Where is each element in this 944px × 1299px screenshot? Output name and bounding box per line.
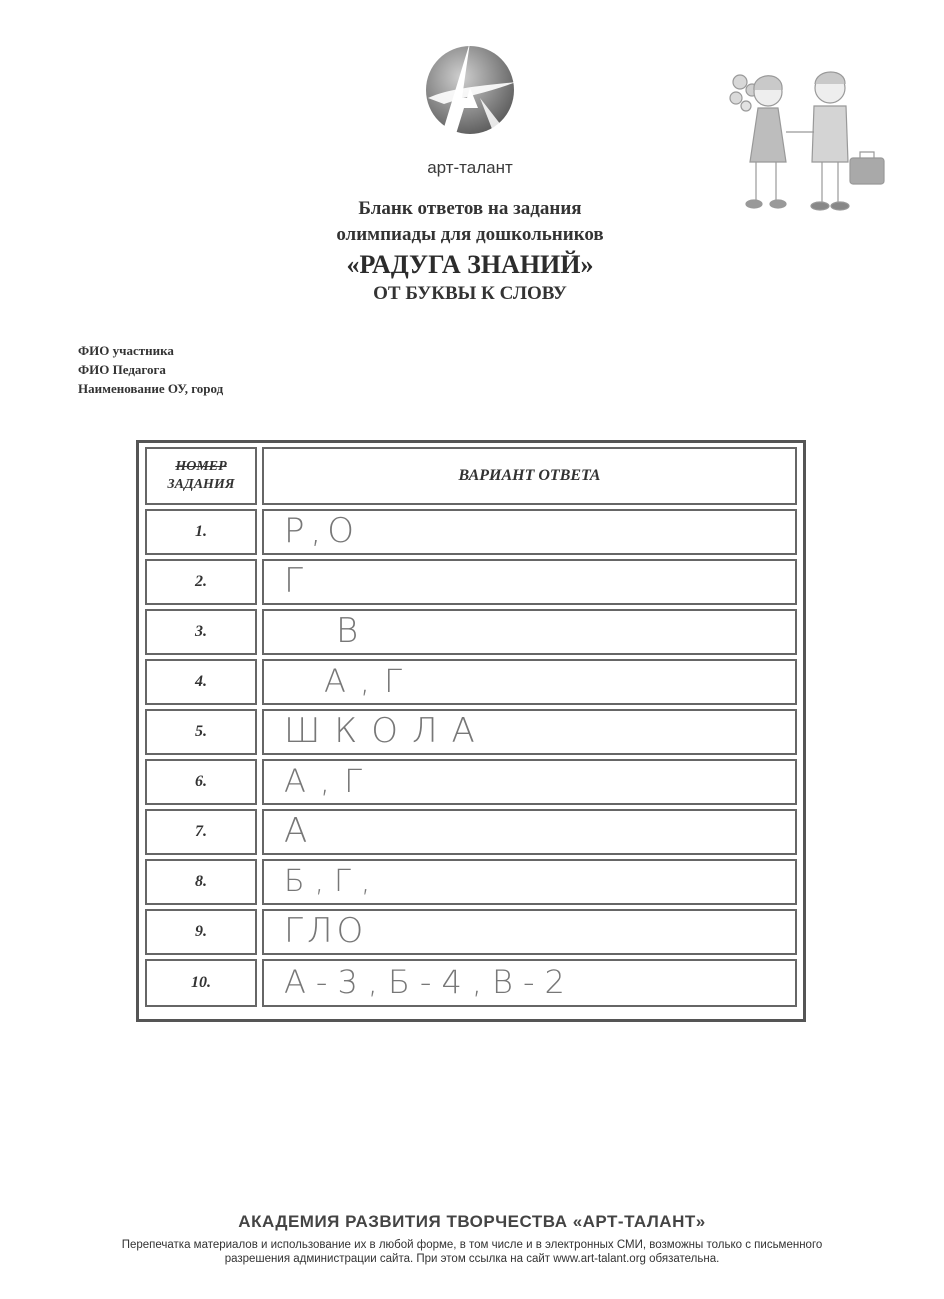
task-number: 9.	[145, 909, 257, 955]
table-row	[145, 859, 797, 905]
art-talant-logo-icon	[420, 38, 520, 148]
title-line-1: Бланк ответов на задания	[358, 198, 582, 219]
task-number: 6.	[145, 759, 257, 805]
handwritten-answer: А,Г	[284, 762, 376, 801]
handwritten-answer: Р,О	[284, 511, 361, 552]
answer-cell[interactable]	[262, 909, 797, 955]
answer-cell[interactable]	[262, 759, 797, 805]
handwritten-answer: ГЛО	[284, 911, 368, 952]
handwritten-answer: А	[284, 811, 314, 852]
table-row	[145, 759, 797, 805]
task-number: 5.	[145, 709, 257, 755]
answer-cell[interactable]	[262, 559, 797, 605]
task-number: 10.	[145, 959, 257, 1007]
answer-cell[interactable]	[262, 609, 797, 655]
handwritten-answer: А-3,Б-4,В-2	[284, 963, 575, 1002]
table-row	[145, 909, 797, 955]
brand-name: арт-талант	[427, 158, 513, 177]
answer-cell[interactable]	[262, 709, 797, 755]
task-number: 3.	[145, 609, 257, 655]
olympiad-name: «РАДУГА ЗНАНИЙ»	[346, 250, 594, 279]
handwritten-answer: А,Г	[324, 662, 416, 701]
handwritten-answer: Г	[284, 561, 309, 602]
olympiad-subtitle: ОТ БУКВЫ К СЛОВУ	[373, 283, 567, 304]
header-task-number	[145, 447, 257, 505]
answer-cell[interactable]	[262, 959, 797, 1007]
footer-title: АКАДЕМИЯ РАЗВИТИЯ ТВОРЧЕСТВА «АРТ-ТАЛАНТ»	[238, 1212, 706, 1231]
table-row	[145, 809, 797, 855]
answer-cell[interactable]	[262, 509, 797, 555]
participant-label: ФИО участника	[78, 343, 174, 358]
answer-cell[interactable]	[262, 859, 797, 905]
task-number: 1.	[145, 509, 257, 555]
table-row	[145, 609, 797, 655]
answer-table	[136, 440, 806, 1022]
table-header-row	[145, 447, 797, 505]
footer-copyright-note: Перепечатка материалов и использование их в любой форме, в том числе и в электронных СМИ, возможны только с письменного разрешения администрации сайта. При этом ссылка на сайт www.art-talant.org обязательна.	[121, 1239, 823, 1265]
handwritten-answer: ШКОЛА	[284, 711, 489, 752]
table-row	[145, 659, 797, 705]
handwritten-answer: Б,Г,	[284, 863, 381, 899]
table-row	[145, 509, 797, 555]
form-title	[150, 196, 790, 306]
task-number: 8.	[145, 859, 257, 905]
table-row	[145, 709, 797, 755]
children-illustration-icon	[718, 62, 898, 217]
header-num-line1: НОМЕР	[175, 459, 227, 474]
answer-cell[interactable]	[262, 809, 797, 855]
header-num-line2: ЗАДАНИЯ	[167, 477, 235, 492]
title-line-2: олимпиады для дошкольников	[336, 224, 604, 245]
answer-cell[interactable]	[262, 659, 797, 705]
teacher-label: ФИО Педагога	[78, 362, 166, 377]
task-number: 7.	[145, 809, 257, 855]
table-row	[145, 959, 797, 1007]
table-row	[145, 559, 797, 605]
participant-info	[78, 341, 223, 398]
handwritten-answer: В	[336, 611, 365, 652]
school-label: Наименование ОУ, город	[78, 381, 224, 396]
task-number: 2.	[145, 559, 257, 605]
task-number: 4.	[145, 659, 257, 705]
header-answer: ВАРИАНТ ОТВЕТА	[262, 447, 797, 505]
